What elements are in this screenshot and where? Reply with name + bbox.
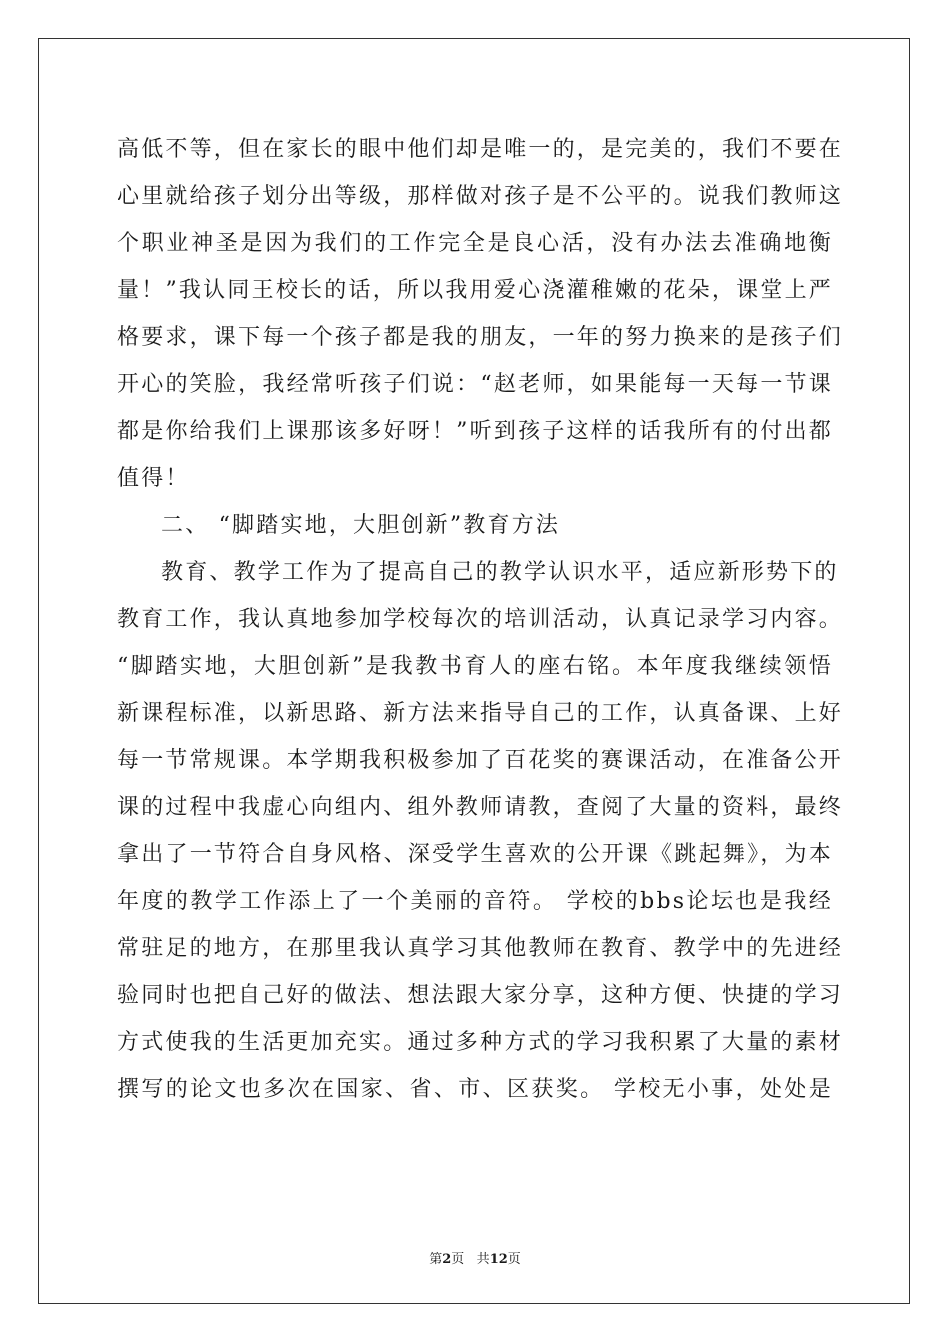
- text-line: 格要求，课下每一个孩子都是我的朋友，一年的努力换来的是孩子们: [117, 325, 844, 350]
- text-line: 开心的笑脸，我经常听孩子们说：“赵老师，如果能每一天每一节课: [117, 372, 833, 397]
- page-prefix: 第: [429, 1252, 443, 1267]
- text-line: 年度的教学工作添上了一个美丽的音符。 学校的bbs论坛也是我经: [117, 889, 833, 914]
- section-heading: 二、 “脚踏实地，大胆创新”教育方法: [161, 513, 561, 538]
- text-line: 都是你给我们上课那该多好呀！”听到孩子这样的话我所有的付出都: [117, 419, 833, 444]
- document-body: [117, 126, 844, 1113]
- text-line: 值得！: [117, 466, 190, 491]
- text-line: 常驻足的地方，在那里我认真学习其他教师在教育、教学中的先进经: [117, 936, 844, 961]
- text-line: “脚踏实地，大胆创新”是我教书育人的座右铭。本年度我继续领悟: [117, 654, 833, 679]
- text-line: 课的过程中我虚心向组内、组外教师请教，查阅了大量的资料，最终: [117, 795, 844, 820]
- text-line: 新课程标准，以新思路、新方法来指导自己的工作，认真备课、上好: [117, 701, 844, 726]
- text-line: 个职业神圣是因为我们的工作完全是良心活，没有办法去准确地衡: [117, 231, 833, 256]
- text-line: 验同时也把自己好的做法、想法跟大家分享，这种方便、快捷的学习: [117, 983, 844, 1008]
- text-line: 量！”我认同王校长的话，所以我用爱心浇灌稚嫩的花朵，课堂上严: [117, 278, 833, 303]
- page-footer: [0, 1248, 950, 1267]
- text-line: 拿出了一节符合自身风格、深受学生喜欢的公开课《跳起舞》，为本: [117, 842, 833, 867]
- total-suffix: 页: [507, 1252, 521, 1267]
- text-line: 方式使我的生活更加充实。通过多种方式的学习我积累了大量的素材: [117, 1030, 844, 1055]
- text-line: 高低不等，但在家长的眼中他们却是唯一的，是完美的，我们不要在: [117, 137, 844, 162]
- total-prefix: 共: [476, 1252, 490, 1267]
- text-line: 教育工作，我认真地参加学校每次的培训活动，认真记录学习内容。: [117, 607, 844, 632]
- text-line: 心里就给孩子划分出等级，那样做对孩子是不公平的。说我们教师这: [117, 184, 844, 209]
- text-line: 每一节常规课。本学期我积极参加了百花奖的赛课活动，在准备公开: [117, 748, 844, 773]
- paragraph-first-line: 教育、教学工作为了提高自己的教学认识水平，适应新形势下的: [161, 560, 839, 585]
- total-pages: 12: [489, 1252, 508, 1267]
- page-number: 2: [442, 1252, 452, 1267]
- text-line: 撰写的论文也多次在国家、省、市、区获奖。 学校无小事，处处是: [117, 1077, 833, 1102]
- page-suffix: 页: [451, 1252, 465, 1267]
